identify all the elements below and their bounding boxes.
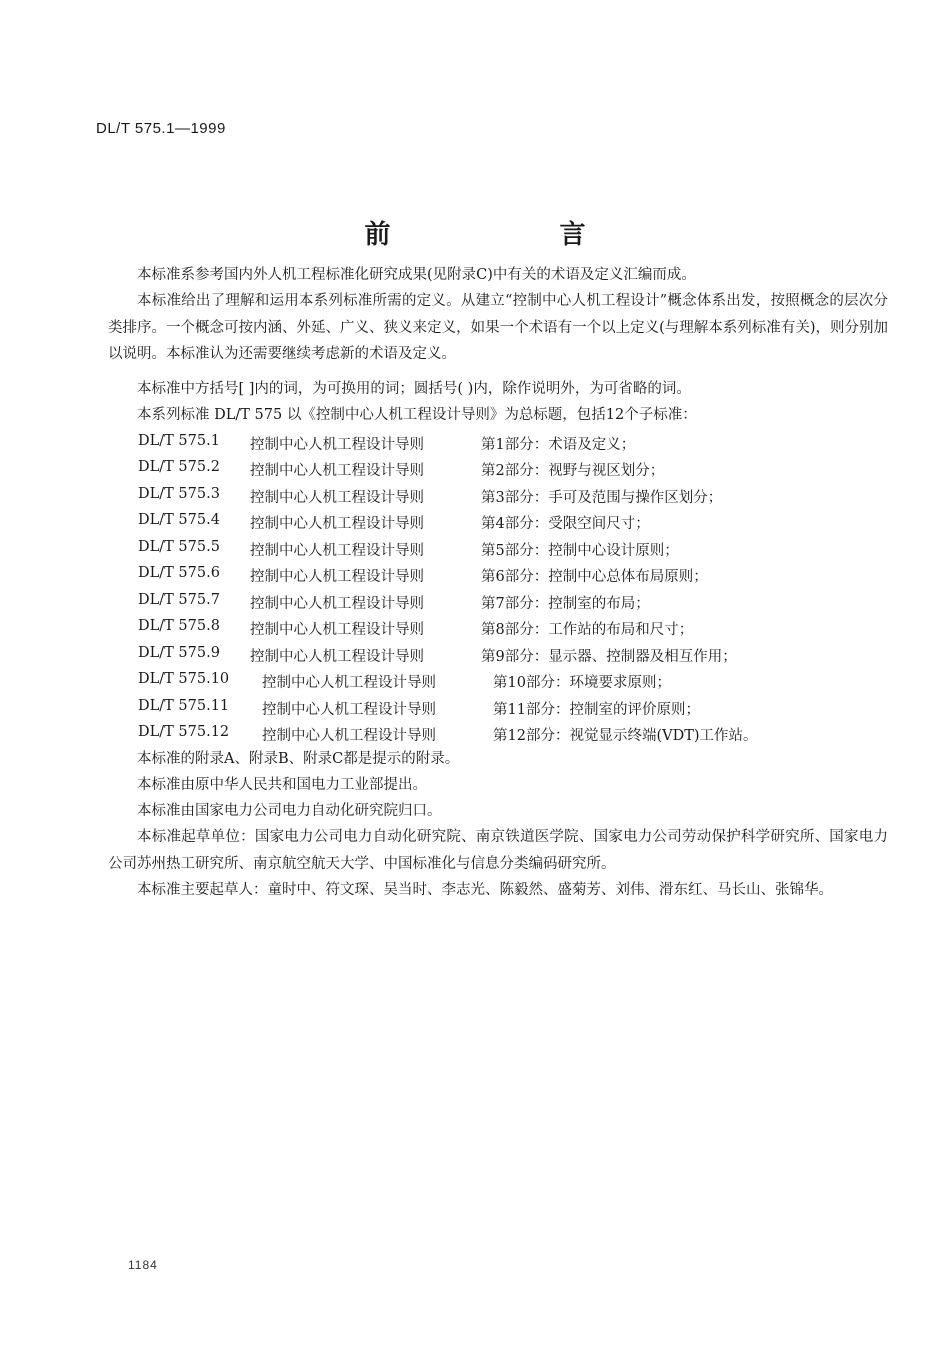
- standard-part-title: 第3部分：手可及范围与操作区划分；: [481, 490, 723, 506]
- standard-part-title: 第10部分：环境要求原则；: [493, 675, 671, 691]
- standard-code: DL/T 575.12: [138, 724, 230, 740]
- standard-code: DL/T 575.6: [138, 565, 220, 581]
- standard-main-title: 控制中心人机工程设计导则: [250, 463, 424, 479]
- standard-code: DL/T 575.4: [138, 512, 220, 528]
- paragraph-series-overview: 本系列标准 DL/T 575 以《控制中心人机工程设计导则》为总标题，包括12个子标准：: [137, 407, 697, 423]
- standard-code: DL/T 575.11: [138, 698, 230, 714]
- standard-main-title: 控制中心人机工程设计导则: [250, 649, 424, 665]
- paragraph-bracket-usage: 本标准中方括号[ ]内的词，为可换用的词；圆括号( )内，除作说明外，为可省略的词。: [137, 381, 691, 397]
- standard-part-title: 第6部分：控制中心总体布局原则；: [481, 569, 708, 585]
- standard-code: DL/T 575.9: [138, 645, 220, 661]
- paragraph-appendix-note: 本标准的附录A、附录B、附录C都是提示的附录。: [137, 751, 460, 767]
- standard-code: DL/T 575.5: [138, 539, 220, 555]
- standard-main-title: 控制中心人机工程设计导则: [262, 728, 436, 744]
- standard-code: DL/T 575.8: [138, 618, 220, 634]
- standard-code: DL/T 575.7: [138, 592, 220, 608]
- standard-main-title: 控制中心人机工程设计导则: [250, 543, 424, 559]
- standard-part-title: 第11部分：控制室的评价原则；: [493, 702, 700, 718]
- standard-main-title: 控制中心人机工程设计导则: [250, 437, 424, 453]
- standard-part-title: 第4部分：受限空间尺寸；: [481, 516, 650, 532]
- standard-part-title: 第2部分：视野与视区划分；: [481, 463, 665, 479]
- standard-part-title: 第8部分：工作站的布局和尺寸；: [481, 622, 694, 638]
- standard-main-title: 控制中心人机工程设计导则: [250, 516, 424, 532]
- standard-part-title: 第7部分：控制室的布局；: [481, 596, 650, 612]
- standard-code: DL/T 575.2: [138, 459, 220, 475]
- standard-main-title: 控制中心人机工程设计导则: [250, 569, 424, 585]
- standard-part-title: 第1部分：术语及定义；: [481, 437, 636, 453]
- standard-part-title: 第12部分：视觉显示终端(VDT)工作站。: [493, 728, 758, 744]
- document-code: DL/T 575.1—1999: [96, 120, 226, 137]
- paragraph-definitions-scope: 本标准给出了理解和运用本系列标准所需的定义。从建立“控制中心人机工程设计”概念体系出发，按照概念的层次分类排序。一个概念可按内涵、外延、广义、狭义来定义，如果一个术语有一个以上定义(与理解本系列标准有关)，则分别加以说明。本标准认为还需要继续考虑新的术语及定义。: [108, 293, 888, 362]
- standard-code: DL/T 575.10: [138, 671, 230, 687]
- paragraph-proposer: 本标准由原中华人民共和国电力工业部提出。: [137, 777, 427, 793]
- standard-part-title: 第5部分：控制中心设计原则；: [481, 543, 679, 559]
- paragraph-administrator: 本标准由国家电力公司电力自动化研究院归口。: [137, 803, 442, 819]
- standard-code: DL/T 575.1: [138, 433, 220, 449]
- page-title: 前 言: [364, 220, 666, 250]
- standard-main-title: 控制中心人机工程设计导则: [250, 622, 424, 638]
- standard-main-title: 控制中心人机工程设计导则: [262, 702, 436, 718]
- paragraph-drafting-units: 本标准起草单位：国家电力公司电力自动化研究院、南京铁道医学院、国家电力公司劳动保护科学研究所、国家电力公司苏州热工研究所、南京航空航天大学、中国标准化与信息分类编码研究所。: [108, 829, 888, 872]
- standard-code: DL/T 575.3: [138, 486, 220, 502]
- page-number: 1184: [128, 1258, 158, 1272]
- standard-main-title: 控制中心人机工程设计导则: [262, 675, 436, 691]
- paragraph-reference-source: 本标准系参考国内外人机工程标准化研究成果(见附录C)中有关的术语及定义汇编而成。: [137, 267, 696, 283]
- standard-main-title: 控制中心人机工程设计导则: [250, 490, 424, 506]
- paragraph-drafters: 本标准主要起草人：童时中、符文琛、吴当时、李志光、陈毅然、盛菊芳、刘伟、滑东红、马长山、张锦华。: [137, 882, 833, 898]
- standard-part-title: 第9部分：显示器、控制器及相互作用；: [481, 649, 737, 665]
- standard-main-title: 控制中心人机工程设计导则: [250, 596, 424, 612]
